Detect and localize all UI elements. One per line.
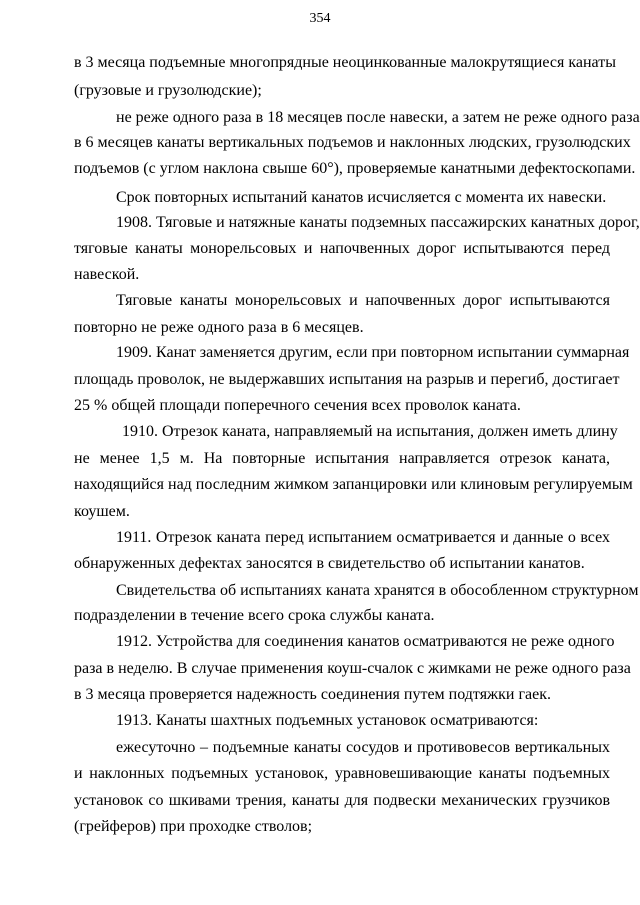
text-line: площадь проволок, не выдержавших испытания на разрыв и перегиб, достигает [74, 371, 620, 388]
text-line: 1910. Отрезок каната, направляемый на испытания, должен иметь длину [122, 423, 618, 440]
text-line: 1911. Отрезок каната перед испытанием осматривается и данные о всех [116, 529, 610, 546]
text-line: в 3 месяца проверяется надежность соединения путем подтяжки гаек. [74, 686, 551, 703]
text-line: не менее 1,5 м. На повторные испытания направляется отрезок каната, [74, 450, 610, 467]
text-line: Свидетельства об испытаниях каната хранятся в обособленном структурном [116, 582, 639, 599]
text-line: 1913. Канаты шахтных подъемных установок осматриваются: [116, 712, 539, 729]
text-line: 1909. Канат заменяется другим, если при повторном испытании суммарная [116, 344, 630, 361]
text-line: подразделении в течение всего срока службы каната. [74, 607, 435, 624]
text-line: установок со шкивами трения, канаты для подвески механических грузчиков [74, 792, 610, 809]
text-line: Срок повторных испытаний канатов исчисляется с момента их навески. [116, 189, 607, 206]
text-line: 25 % общей площади поперечного сечения всех проволок каната. [74, 397, 521, 414]
text-line: раза в неделю. В случае применения коуш-счалок с жимками не реже одного раза [74, 660, 631, 677]
text-line: 1912. Устройства для соединения канатов осматриваются не реже одного [116, 633, 615, 650]
text-line: находящийся над последним жимком запанцировки или клиновым регулируемым [74, 476, 633, 493]
text-line: коушем. [74, 503, 130, 520]
text-line: ежесуточно – подъемные канаты сосудов и противовесов вертикальных [116, 739, 610, 756]
text-line: (грузовые и грузолюдские); [74, 82, 262, 99]
text-line: в 6 месяцев канаты вертикальных подъемов и наклонных людских, грузолюдских [74, 134, 631, 151]
text-line: 1908. Тяговые и натяжные канаты подземных пассажирских канатных дорог, [116, 214, 640, 231]
text-line: повторно не реже одного раза в 6 месяцев. [74, 319, 364, 336]
text-line: не реже одного раза в 18 месяцев после навески, а затем не реже одного раза [116, 109, 640, 126]
text-line: обнаруженных дефектах заносятся в свидетельство об испытании канатов. [74, 555, 585, 572]
page-number: 354 [309, 11, 331, 26]
text-line: (грейферов) при проходке стволов; [74, 818, 313, 835]
text-line: Тяговые канаты монорельсовых и напочвенных дорог испытываются [116, 292, 610, 309]
text-line: тяговые канаты монорельсовых и напочвенных дорог испытываются перед [74, 240, 610, 257]
text-line: в 3 месяца подъемные многопрядные неоцинкованные малокрутящиеся канаты [74, 54, 616, 71]
text-line: и наклонных подъемных установок, уравновешивающие канаты подъемных [74, 765, 610, 782]
text-line: навеской. [74, 266, 140, 283]
text-line: подъемов (с углом наклона свыше 60°), проверяемые канатными дефектоскопами. [74, 160, 636, 177]
